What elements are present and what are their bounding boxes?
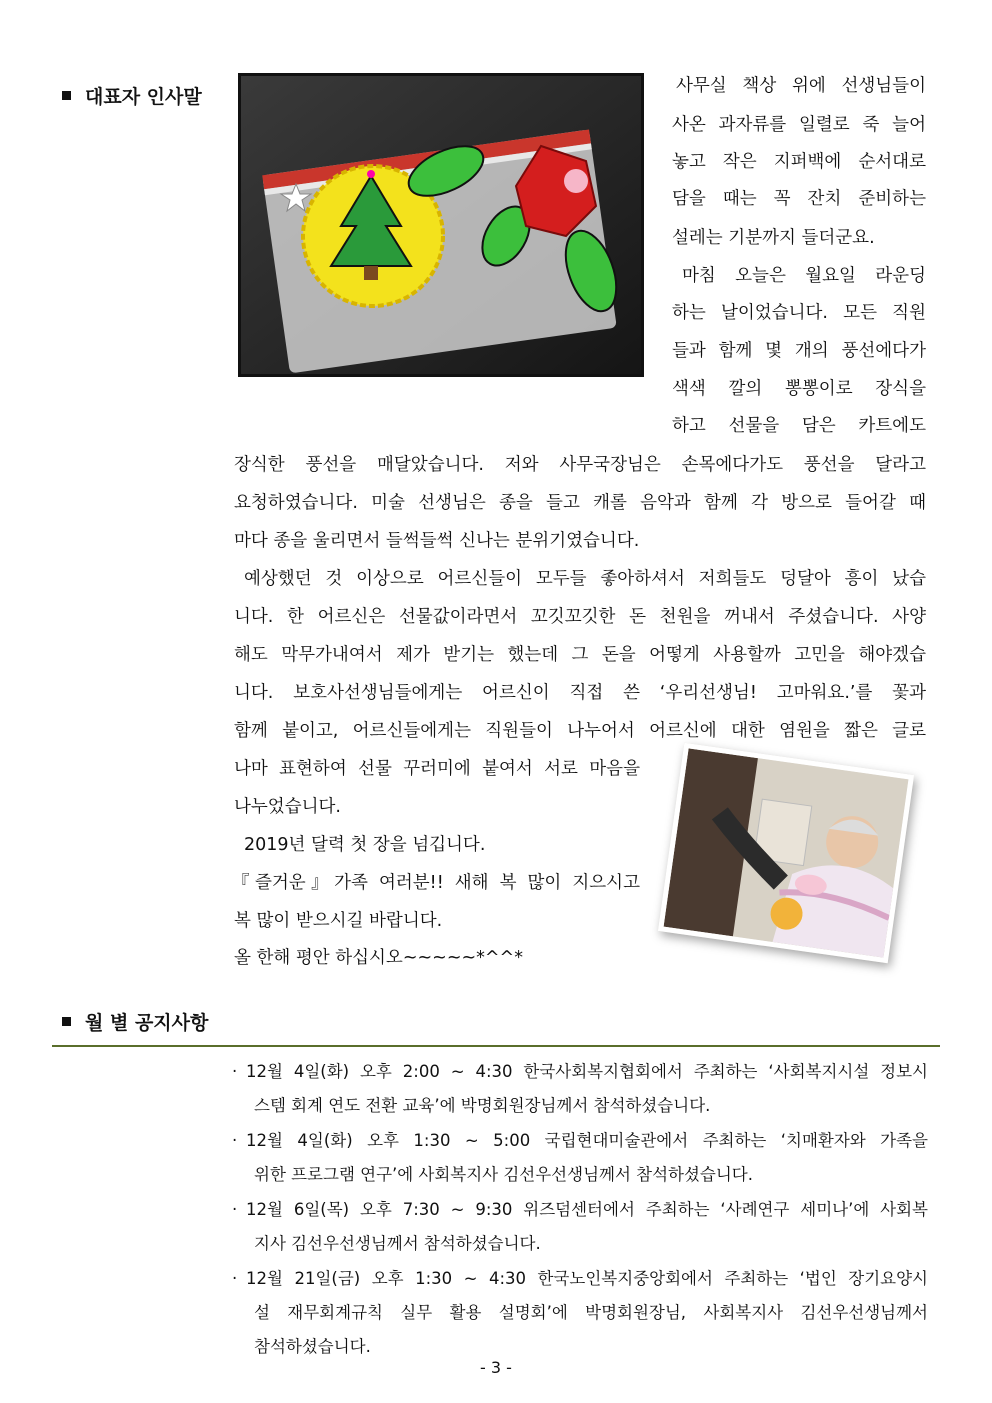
notice-item: · 12월 6일(목) 오후 7:30 ~ 9:30 위즈덤센터에서 주최하는 ‘사례연구 세미나’에 사회복 지사 김선우선생님께서 참석하셨습니다.	[232, 1193, 928, 1261]
notice-line: 12월 6일(목) 오후 7:30 ~ 9:30 위즈덤센터에서 주최하는 ‘사례연구 세미나’에 사회복	[246, 1200, 928, 1219]
section-divider	[52, 1045, 940, 1047]
heading-text: 대표자 인사말	[85, 86, 202, 108]
notice-item: · 12월 4일(화) 오후 2:00 ~ 4:30 한국사회복지협회에서 주최하는 ‘사회복지시설 정보시 스템 회계 연도 전환 교육’에 박명회원장님께서 참석하셨습니다.	[232, 1055, 928, 1123]
greeting-line: 하는 날이었습니다. 모든 직원	[672, 303, 926, 323]
greeting-line: 예상했던 것 이상으로 어르신들이 모두들 좋아하셔서 저희들도 덩달아 흥이 났습	[244, 569, 926, 589]
notice-line: 위한 프로그램 연구’에 사회복지사 김선우선생님께서 참석하셨습니다.	[254, 1165, 753, 1184]
elder-gift-illustration	[664, 748, 909, 957]
gift-bag-illustration	[241, 76, 641, 374]
greeting-line: 니다. 보호사선생님들에게는 어르신이 직접 쓴 ‘우리선생님! 고마워요.’를 꽃과	[234, 683, 926, 703]
greeting-line: 복 많이 받으시길 바랍니다.	[234, 911, 443, 931]
greeting-line: 하고 선물을 담은 카트에도	[672, 416, 926, 436]
greeting-line: 색색 깔의 뽕뽕이로 장식을	[672, 379, 926, 399]
bullet-square-icon	[62, 91, 71, 100]
greeting-line: 함께 붙이고, 어르신들에게는 직원들이 나누어서 어르신에 대한 염원을 짧은 글로	[234, 721, 926, 741]
notice-line: 스템 회계 연도 전환 교육’에 박명회원장님께서 참석하셨습니다.	[254, 1096, 711, 1115]
photo-elder-gift	[658, 743, 914, 963]
notice-line: 참석하셨습니다.	[254, 1337, 371, 1356]
greeting-line: 마침 오늘은 월요일 라운딩	[682, 266, 926, 286]
notice-line: 12월 4일(화) 오후 1:30 ~ 5:00 국립현대미술관에서 주최하는 ‘치매환자와 가족을	[246, 1131, 928, 1150]
notice-item: · 12월 4일(화) 오후 1:30 ~ 5:00 국립현대미술관에서 주최하는 ‘치매환자와 가족을 위한 프로그램 연구’에 사회복지사 김선우선생님께서 참석하셨습니다.	[232, 1124, 928, 1192]
greeting-line: 니다. 한 어르신은 선물값이라면서 꼬깃꼬깃한 돈 천원을 꺼내서 주셨습니다. 사양	[234, 607, 926, 627]
page-number: - 3 -	[480, 1358, 512, 1377]
greeting-line: 마다 종을 울리면서 들썩들썩 신나는 분위기였습니다.	[234, 531, 640, 551]
greeting-line: 담을 때는 꼭 잔치 준비하는	[672, 189, 926, 209]
heading-text: 월 별 공지사항	[85, 1012, 209, 1034]
notice-line: 12월 4일(화) 오후 2:00 ~ 4:30 한국사회복지협회에서 주최하는 ‘사회복지시설 정보시	[246, 1062, 928, 1081]
greeting-line: 놓고 작은 지퍼백에 순서대로	[672, 152, 926, 172]
greeting-line: 『즐거운』가족 여러분!! 새해 복 많이 지으시고	[232, 873, 640, 893]
greeting-line: 사온 과자류를 일렬로 죽 늘어	[672, 115, 926, 135]
notice-line: 지사 김선우선생님께서 참석하셨습니다.	[254, 1234, 541, 1253]
greeting-line: 들과 함께 몇 개의 풍선에다가	[672, 341, 926, 361]
notice-item: · 12월 21일(금) 오후 1:30 ~ 4:30 한국노인복지중앙회에서 주최하는 ‘법인 장기요양시 설 재무회계규칙 실무 활용 설명회’에 박명회원장님, 사회복지사 김선우선생님께서 참석하셨습니다.	[232, 1262, 928, 1364]
section-heading-notices	[62, 1008, 208, 1035]
photo-gift-bag	[241, 76, 641, 374]
notice-line: 12월 21일(금) 오후 1:30 ~ 4:30 한국노인복지중앙회에서 주최하는 ‘법인 장기요양시	[246, 1269, 928, 1288]
bullet-square-icon	[62, 1017, 71, 1026]
greeting-line: 사무실 책상 위에 선생님들이	[676, 76, 926, 96]
greeting-line: 설레는 기분까지 들더군요.	[672, 228, 875, 248]
greeting-line: 2019년 달력 첫 장을 넘깁니다.	[244, 835, 486, 855]
greeting-line: 요청하였습니다. 미술 선생님은 종을 들고 캐롤 음악과 함께 각 방으로 들어갈 때	[234, 493, 926, 513]
greeting-line: 장식한 풍선을 매달았습니다. 저와 사무국장님은 손목에다가도 풍선을 달라고	[234, 455, 926, 475]
greeting-line: 해도 막무가내여서 제가 받기는 했는데 그 돈을 어떻게 사용할까 고민을 해야겠습	[234, 645, 926, 665]
greeting-line: 나누었습니다.	[234, 797, 341, 817]
greeting-line: 나마 표현하여 선물 꾸러미에 붙여서 서로 마음을	[234, 759, 640, 779]
greeting-line: 올 한해 평안 하십시오~~~~~*^^*	[234, 948, 523, 968]
notice-line: 설 재무회계규칙 실무 활용 설명회’에 박명회원장님, 사회복지사 김선우선생님께서	[254, 1303, 928, 1322]
section-heading-greeting	[62, 82, 202, 109]
